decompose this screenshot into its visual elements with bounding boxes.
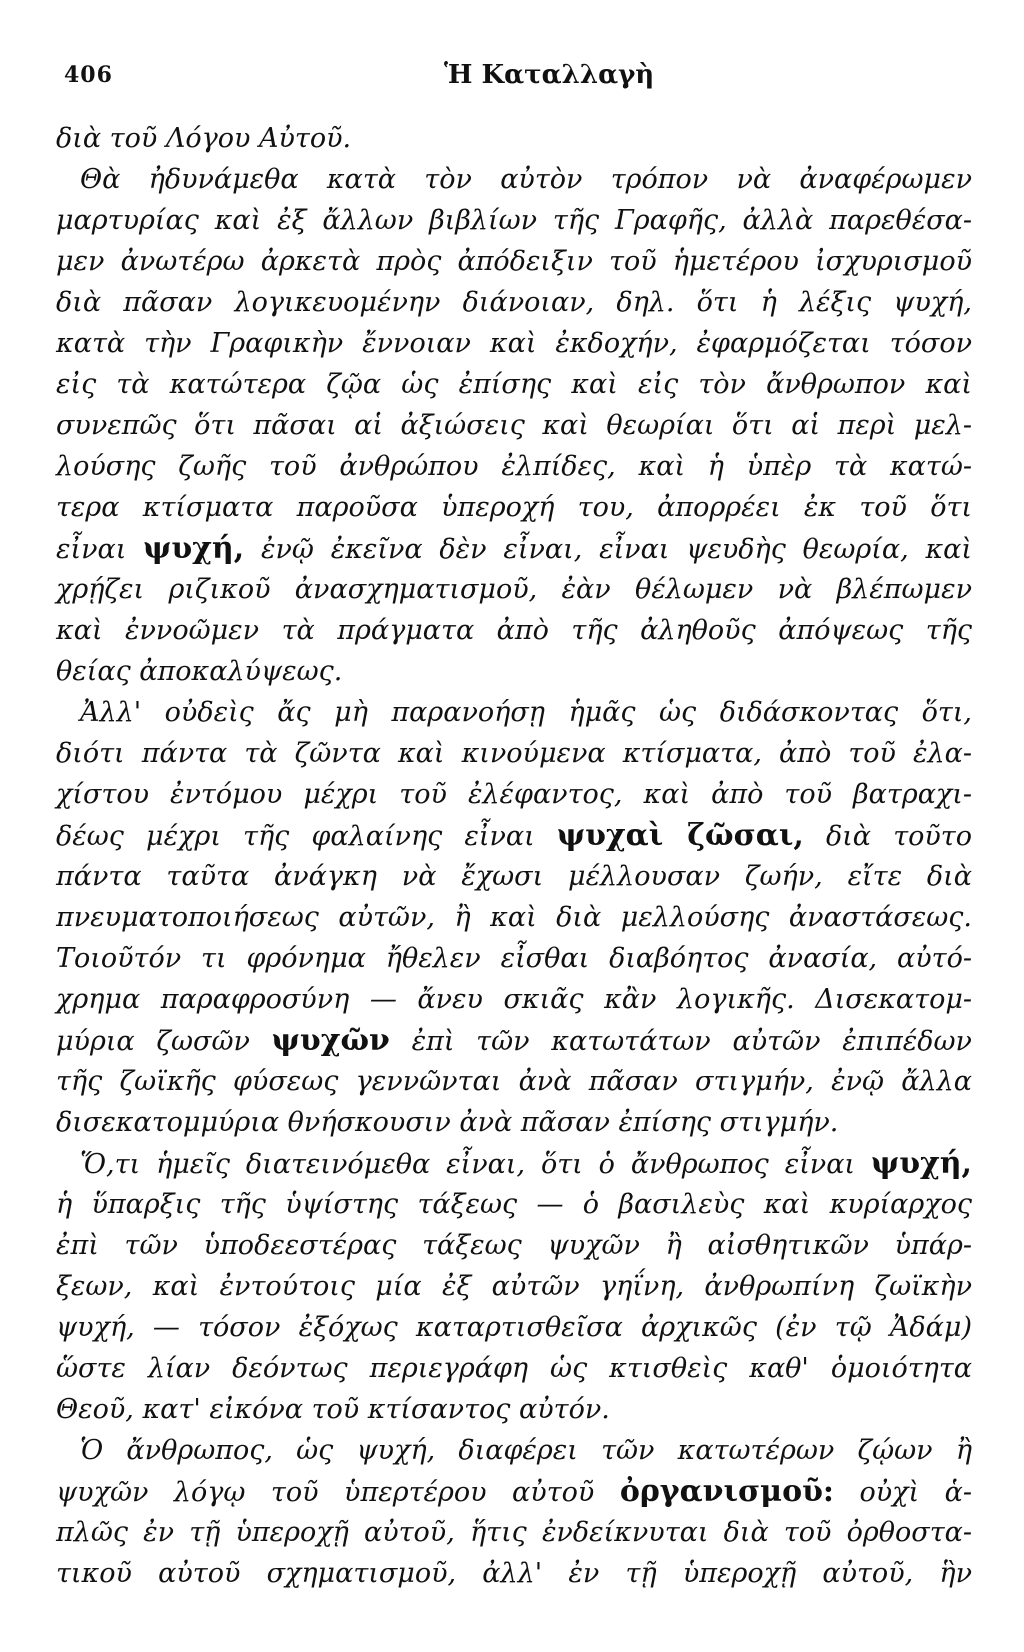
text-line: ἡ ὕπαρξις τῆς ὑψίστης τάξεως — ὁ βασιλεὺς καὶ κυρίαρχος bbox=[56, 1189, 972, 1220]
text-line: διότι πάντα τὰ ζῶντα καὶ κινούμενα κτίσματα, ἀπὸ τοῦ ἐλα- bbox=[56, 738, 972, 769]
text-line: εἰς τὰ κατώτερα ζῷα ὡς ἐπίσης καὶ εἰς τὸν ἄνθρωπον καὶ bbox=[56, 369, 972, 400]
text-line: μεν ἀνωτέρω ἀρκετὰ πρὸς ἀπόδειξιν τοῦ ἡμετέρου ἰσχυρισμοῦ bbox=[56, 246, 972, 277]
text-line: κατὰ τὴν Γραφικὴν ἔννοιαν καὶ ἐκδοχήν, ἐφαρμόζεται τόσον bbox=[56, 328, 972, 359]
text-segment: δέως μέχρι τῆς φαλαίνης εἶναι bbox=[56, 821, 557, 852]
text-line: τῆς ζωϊκῆς φύσεως γεννῶνται ἀνὰ πᾶσαν στιγμήν, ἐνῷ ἄλλα bbox=[56, 1066, 972, 1097]
running-title: Ἡ Καταλλαγὴ bbox=[444, 60, 655, 90]
text-line: Τοιοῦτόν τι φρόνημα ἤθελεν εἶσθαι διαβόητος ἀνασία, αὐτό- bbox=[56, 943, 972, 974]
text-segment: μύρια ζωσῶν bbox=[56, 1026, 272, 1057]
text-line: Θὰ ἠδυνάμεθα κατὰ τὸν αὐτὸν τρόπον νὰ ἀναφέρωμεν bbox=[80, 164, 972, 195]
text-line: θείας ἀποκαλύψεως. bbox=[56, 656, 343, 687]
text-line: Ὁ ἄνθρωπος, ὡς ψυχή, διαφέρει τῶν κατωτέρων ζῴων ἢ bbox=[80, 1435, 972, 1466]
page-header bbox=[64, 62, 964, 102]
body-text bbox=[56, 118, 972, 1594]
text-line: χρημα παραφροσύνη — ἄνευ σκιᾶς κἂν λογικῆς. Δισεκατομ- bbox=[56, 984, 972, 1015]
text-segment: Ὅ,τι ἡμεῖς διατεινόμεθα εἶναι, ὅτι ὁ ἄνθρωπος εἶναι bbox=[80, 1149, 871, 1180]
text-line bbox=[56, 1020, 972, 1061]
text-line: συνεπῶς ὅτι πᾶσαι αἱ ἀξιώσεις καὶ θεωρίαι ὅτι αἱ περὶ μελ- bbox=[56, 410, 972, 441]
text-line: καὶ ἐννοῶμεν τὰ πράγματα ἀπὸ τῆς ἀληθοῦς ἀπόψεως τῆς bbox=[56, 615, 972, 646]
text-line: διὰ πᾶσαν λογικευομένην διάνοιαν, δηλ. ὅτι ἡ λέξις ψυχή, bbox=[56, 287, 972, 318]
text-line: ἐπὶ τῶν ὑποδεεστέρας τάξεως ψυχῶν ἢ αἰσθητικῶν ὑπάρ- bbox=[56, 1230, 972, 1261]
text-line: τερα κτίσματα παροῦσα ὑπεροχή του, ἀπορρέει ἐκ τοῦ ὅτι bbox=[56, 492, 972, 523]
text-segment: εἶναι bbox=[56, 534, 144, 565]
text-line bbox=[56, 815, 972, 856]
text-line: δισεκατομμύρια θνήσκουσιν ἀνὰ πᾶσαν ἐπίσης στιγμήν. bbox=[56, 1107, 839, 1138]
text-line: πλῶς ἐν τῇ ὑπεροχῇ αὐτοῦ, ἥτις ἐνδείκνυται διὰ τοῦ ὀρθοστα- bbox=[56, 1517, 972, 1548]
text-line bbox=[56, 1471, 972, 1512]
text-line: Ἀλλ' οὐδεὶς ἄς μὴ παρανοήσῃ ἡμᾶς ὡς διδάσκοντας ὅτι, bbox=[80, 697, 972, 728]
text-line: χίστου ἐντόμου μέχρι τοῦ ἐλέφαντος, καὶ ἀπὸ τοῦ βατραχι- bbox=[56, 779, 972, 810]
text-segment: ψυχῶν λόγῳ τοῦ ὑπερτέρου αὐτοῦ bbox=[56, 1477, 620, 1508]
text-line: μαρτυρίας καὶ ἐξ ἄλλων βιβλίων τῆς Γραφῆς, ἀλλὰ παρεθέσα- bbox=[56, 205, 972, 236]
text-line: διὰ τοῦ Λόγου Αὐτοῦ. bbox=[56, 123, 352, 154]
text-segment: διὰ τοῦτο bbox=[803, 821, 972, 852]
text-line: τικοῦ αὐτοῦ σχηματισμοῦ, ἀλλ' ἐν τῇ ὑπεροχῇ αὐτοῦ, ἣν bbox=[56, 1558, 972, 1589]
emphasized-word: ψυχῶν bbox=[271, 1023, 390, 1058]
text-segment: οὐχὶ ἁ- bbox=[833, 1477, 972, 1508]
text-line bbox=[56, 528, 972, 569]
text-segment: ἐνῷ ἐκεῖνα δὲν εἶναι, εἶναι ψευδὴς θεωρία, καὶ bbox=[244, 534, 973, 565]
text-line: ξεων, καὶ ἐντούτοις μία ἐξ αὐτῶν γηΐνη, ἀνθρωπίνη ζωϊκὴν bbox=[56, 1271, 972, 1302]
text-line: πάντα ταῦτα ἀνάγκη νὰ ἔχωσι μέλλουσαν ζωήν, εἴτε διὰ bbox=[56, 861, 972, 892]
text-line: λούσης ζωῆς τοῦ ἀνθρώπου ἐλπίδες, καὶ ἡ ὑπὲρ τὰ κατώ- bbox=[56, 451, 972, 482]
text-line: ὥστε λίαν δεόντως περιεγράφη ὡς κτισθεὶς καθ' ὁμοιότητα bbox=[56, 1353, 972, 1384]
emphasized-word: ὀργανισμοῦ: bbox=[619, 1474, 834, 1509]
text-line: χρῄζει ριζικοῦ ἀνασχηματισμοῦ, ἐὰν θέλωμεν νὰ βλέπωμεν bbox=[56, 574, 972, 605]
page-number: 406 bbox=[64, 62, 113, 88]
text-line: Θεοῦ, κατ' εἰκόνα τοῦ κτίσαντος αὐτόν. bbox=[56, 1394, 610, 1425]
text-line bbox=[56, 1143, 972, 1184]
emphasized-word: ψυχή, bbox=[870, 1146, 972, 1181]
text-line: ψυχή, — τόσον ἐξόχως καταρτισθεῖσα ἀρχικῶς (ἐν τῷ Ἀδάμ) bbox=[56, 1312, 972, 1343]
emphasized-word: ψυχαὶ ζῶσαι, bbox=[556, 818, 804, 853]
text-segment: ἐπὶ τῶν κατωτάτων αὐτῶν ἐπιπέδων bbox=[389, 1026, 972, 1057]
emphasized-word: ψυχή, bbox=[143, 531, 245, 566]
text-line: πνευματοποιήσεως αὐτῶν, ἢ καὶ διὰ μελλούσης ἀναστάσεως. bbox=[56, 902, 972, 933]
